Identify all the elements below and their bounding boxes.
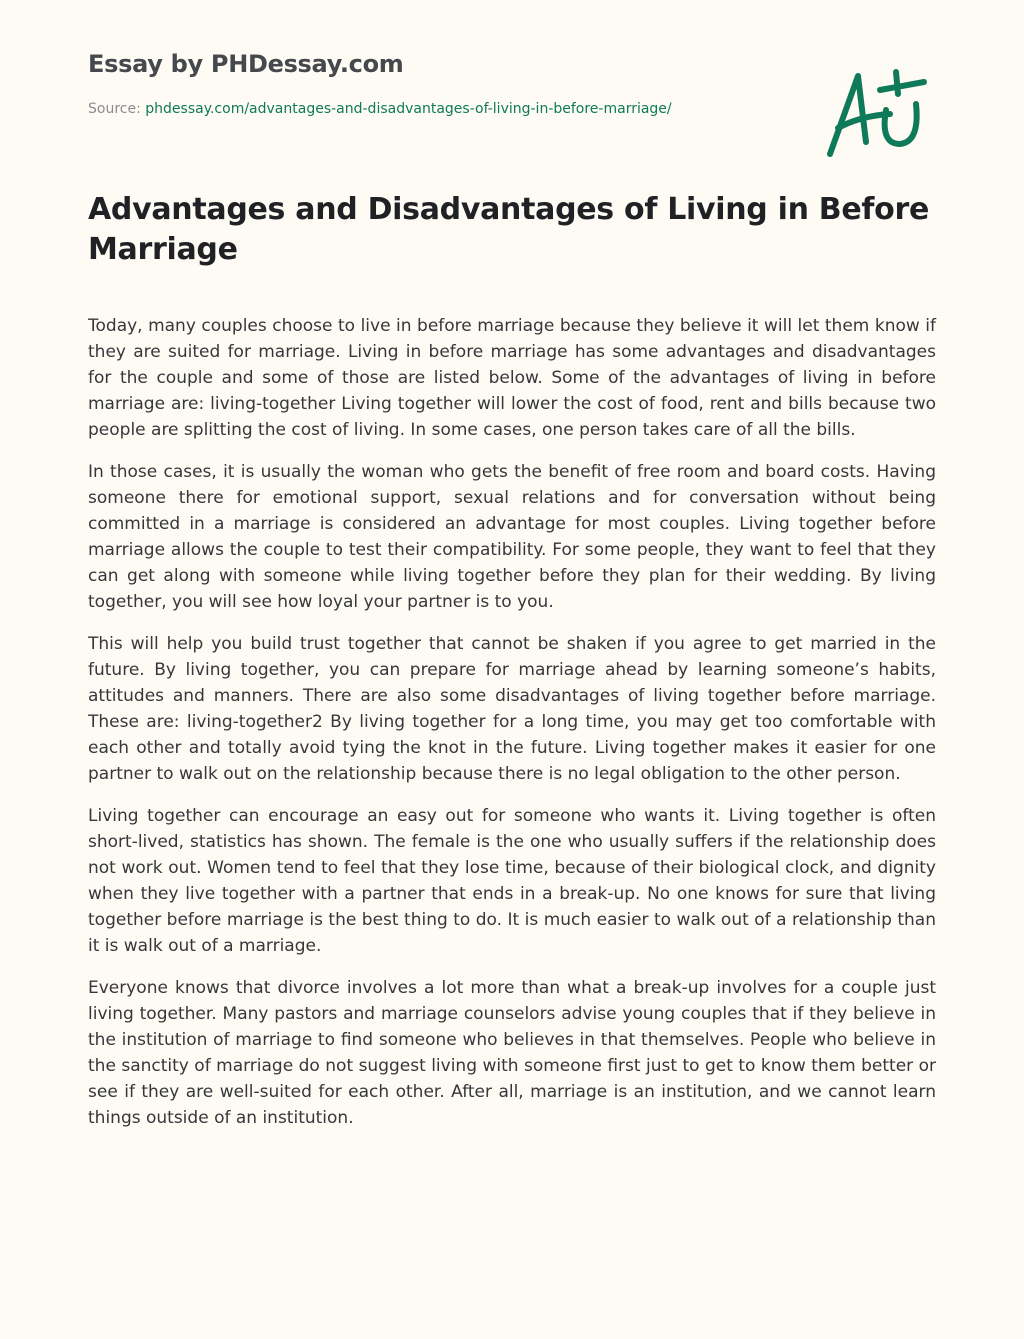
essay-body xyxy=(88,313,936,1147)
source-line xyxy=(88,101,672,117)
a-plus-logo-icon xyxy=(820,64,930,160)
paragraph: This will help you build trust together that cannot be shaken if you agree to get married in the future. By living together, you can prepare for marriage ahead by learning someone’s habits, attitudes and manners. There are also some disadvantages of living together before marriage. These are: living-together2 By living together for a long time, you may get too comfortable with each other and totally avoid tying the knot in the future. Living together makes it easier for one partner to walk out on the relationship because there is no legal obligation to the other person. xyxy=(88,634,936,784)
source-label: Source: xyxy=(88,101,146,117)
source-link[interactable]: phdessay.com/advantages-and-disadvantages-of-living-in-before-marriage/ xyxy=(145,101,672,117)
paragraph: In those cases, it is usually the woman who gets the benefit of free room and board costs. Having someone there for emotional support, sexual relations and for conversation without being committed in a marriage is considered an advantage for most couples. Living together before marriage allows the couple to test their compatibility. For some people, they want to feel that they can get along with someone while living together before they plan for their wedding. By living together, you will see how loyal your partner is to you. xyxy=(88,462,936,612)
paragraph: Today, many couples choose to live in before marriage because they believe it will let them know if they are suited for marriage. Living in before marriage has some advantages and disadvantages for the couple and some of those are listed below. Some of the advantages of living in before marriage are: living-together Living together will lower the cost of food, rent and bills because two people are splitting the cost of living. In some cases, one person takes care of all the bills. xyxy=(88,316,936,440)
paragraph: Everyone knows that divorce involves a lot more than what a break-up involves for a couple just living together. Many pastors and marriage counselors advise young couples that if they believe in the institution of marriage to find someone who believes in that themselves. People who believe in the sanctity of marriage do not suggest living with someone first just to get to know them better or see if they are well-suited for each other. After all, marriage is an institution, and we cannot learn things outside of an institution. xyxy=(88,978,936,1128)
paragraph: Living together can encourage an easy out for someone who wants it. Living together is often short-lived, statistics has shown. The female is the one who usually suffers if the relationship does not work out. Women tend to feel that they lose time, because of their biological clock, and dignity when they live together with a partner that ends in a break-up. No one knows for sure that living together before marriage is the best thing to do. It is much easier to walk out of a relationship than it is walk out of a marriage. xyxy=(88,806,936,956)
site-brand: Essay by PHDessay.com xyxy=(88,50,404,78)
page-title: Advantages and Disadvantages of Living in Before Marriage xyxy=(88,192,930,267)
